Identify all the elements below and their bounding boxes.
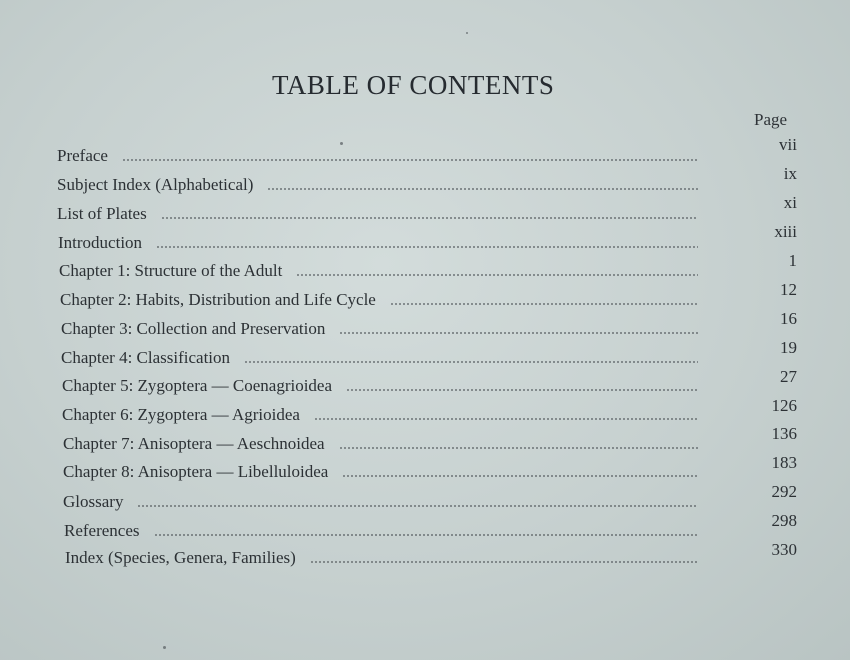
toc-entry-page-number: 19 [780, 338, 797, 357]
toc-entry-label: Chapter 2: Habits, Distribution and Life Cycle [60, 290, 376, 309]
dot-leader [137, 503, 698, 509]
dot-leader [122, 157, 698, 163]
toc-entry-page-number: 136 [771, 424, 797, 443]
toc-entry-label: Chapter 3: Collection and Preservation [61, 319, 326, 338]
dot-leader [339, 445, 698, 451]
dot-leader [161, 215, 698, 221]
toc-entry-label: References [64, 521, 140, 540]
toc-entry-label: Glossary [63, 492, 124, 511]
toc-entry-label: List of Plates [57, 204, 147, 223]
print-speck [466, 32, 468, 34]
dot-leader [154, 532, 698, 538]
toc-entry-label: Chapter 8: Anisoptera — Libelluloidea [63, 462, 329, 481]
dot-leader [244, 359, 698, 365]
toc-entry-label: Subject Index (Alphabetical) [57, 175, 254, 194]
print-speck [340, 142, 343, 145]
toc-entry-label: Preface [57, 146, 108, 165]
toc-entry-label: Introduction [58, 233, 143, 252]
toc-entry-page-number: 298 [771, 511, 797, 530]
toc-entry-page-number: 27 [780, 367, 797, 386]
toc-entry-page-number: 16 [780, 309, 797, 328]
toc-entry-page-number: 292 [771, 482, 797, 501]
toc-entry-page-number: ix [783, 164, 797, 183]
toc-entry-page-number: 183 [771, 453, 797, 472]
dot-leader [339, 330, 698, 336]
toc-entry-page-number: xi [783, 193, 797, 212]
toc-entry-page-number: 126 [771, 396, 797, 415]
toc-entry-label: Chapter 5: Zygoptera — Coenagrioidea [62, 376, 333, 395]
toc-entry-page-number: 1 [788, 251, 797, 270]
dot-leader [310, 559, 698, 565]
page-column-label: Page [754, 110, 788, 129]
toc-entry-label: Index (Species, Genera, Families) [65, 548, 296, 567]
toc-entry-page-number: vii [779, 135, 797, 154]
page-title: TABLE OF CONTENTS [272, 70, 555, 100]
print-speck [163, 646, 166, 649]
dot-leader [346, 387, 698, 393]
toc-entry-label: Chapter 1: Structure of the Adult [59, 261, 283, 280]
toc-entry-label: Chapter 4: Classification [61, 348, 231, 367]
dot-leader [314, 416, 698, 422]
toc-entry-label: Chapter 7: Anisoptera — Aeschnoidea [63, 434, 325, 453]
dot-leader [390, 301, 698, 307]
toc-entry-page-number: 330 [771, 540, 797, 559]
toc-entry-label: Chapter 6: Zygoptera — Agrioidea [62, 405, 300, 424]
toc-entry-page-number: xiii [774, 222, 797, 241]
dot-leader [156, 244, 698, 250]
dot-leader [267, 186, 698, 192]
dot-leader [342, 473, 698, 479]
toc-entry-page-number: 12 [780, 280, 797, 299]
dot-leader [296, 272, 698, 278]
